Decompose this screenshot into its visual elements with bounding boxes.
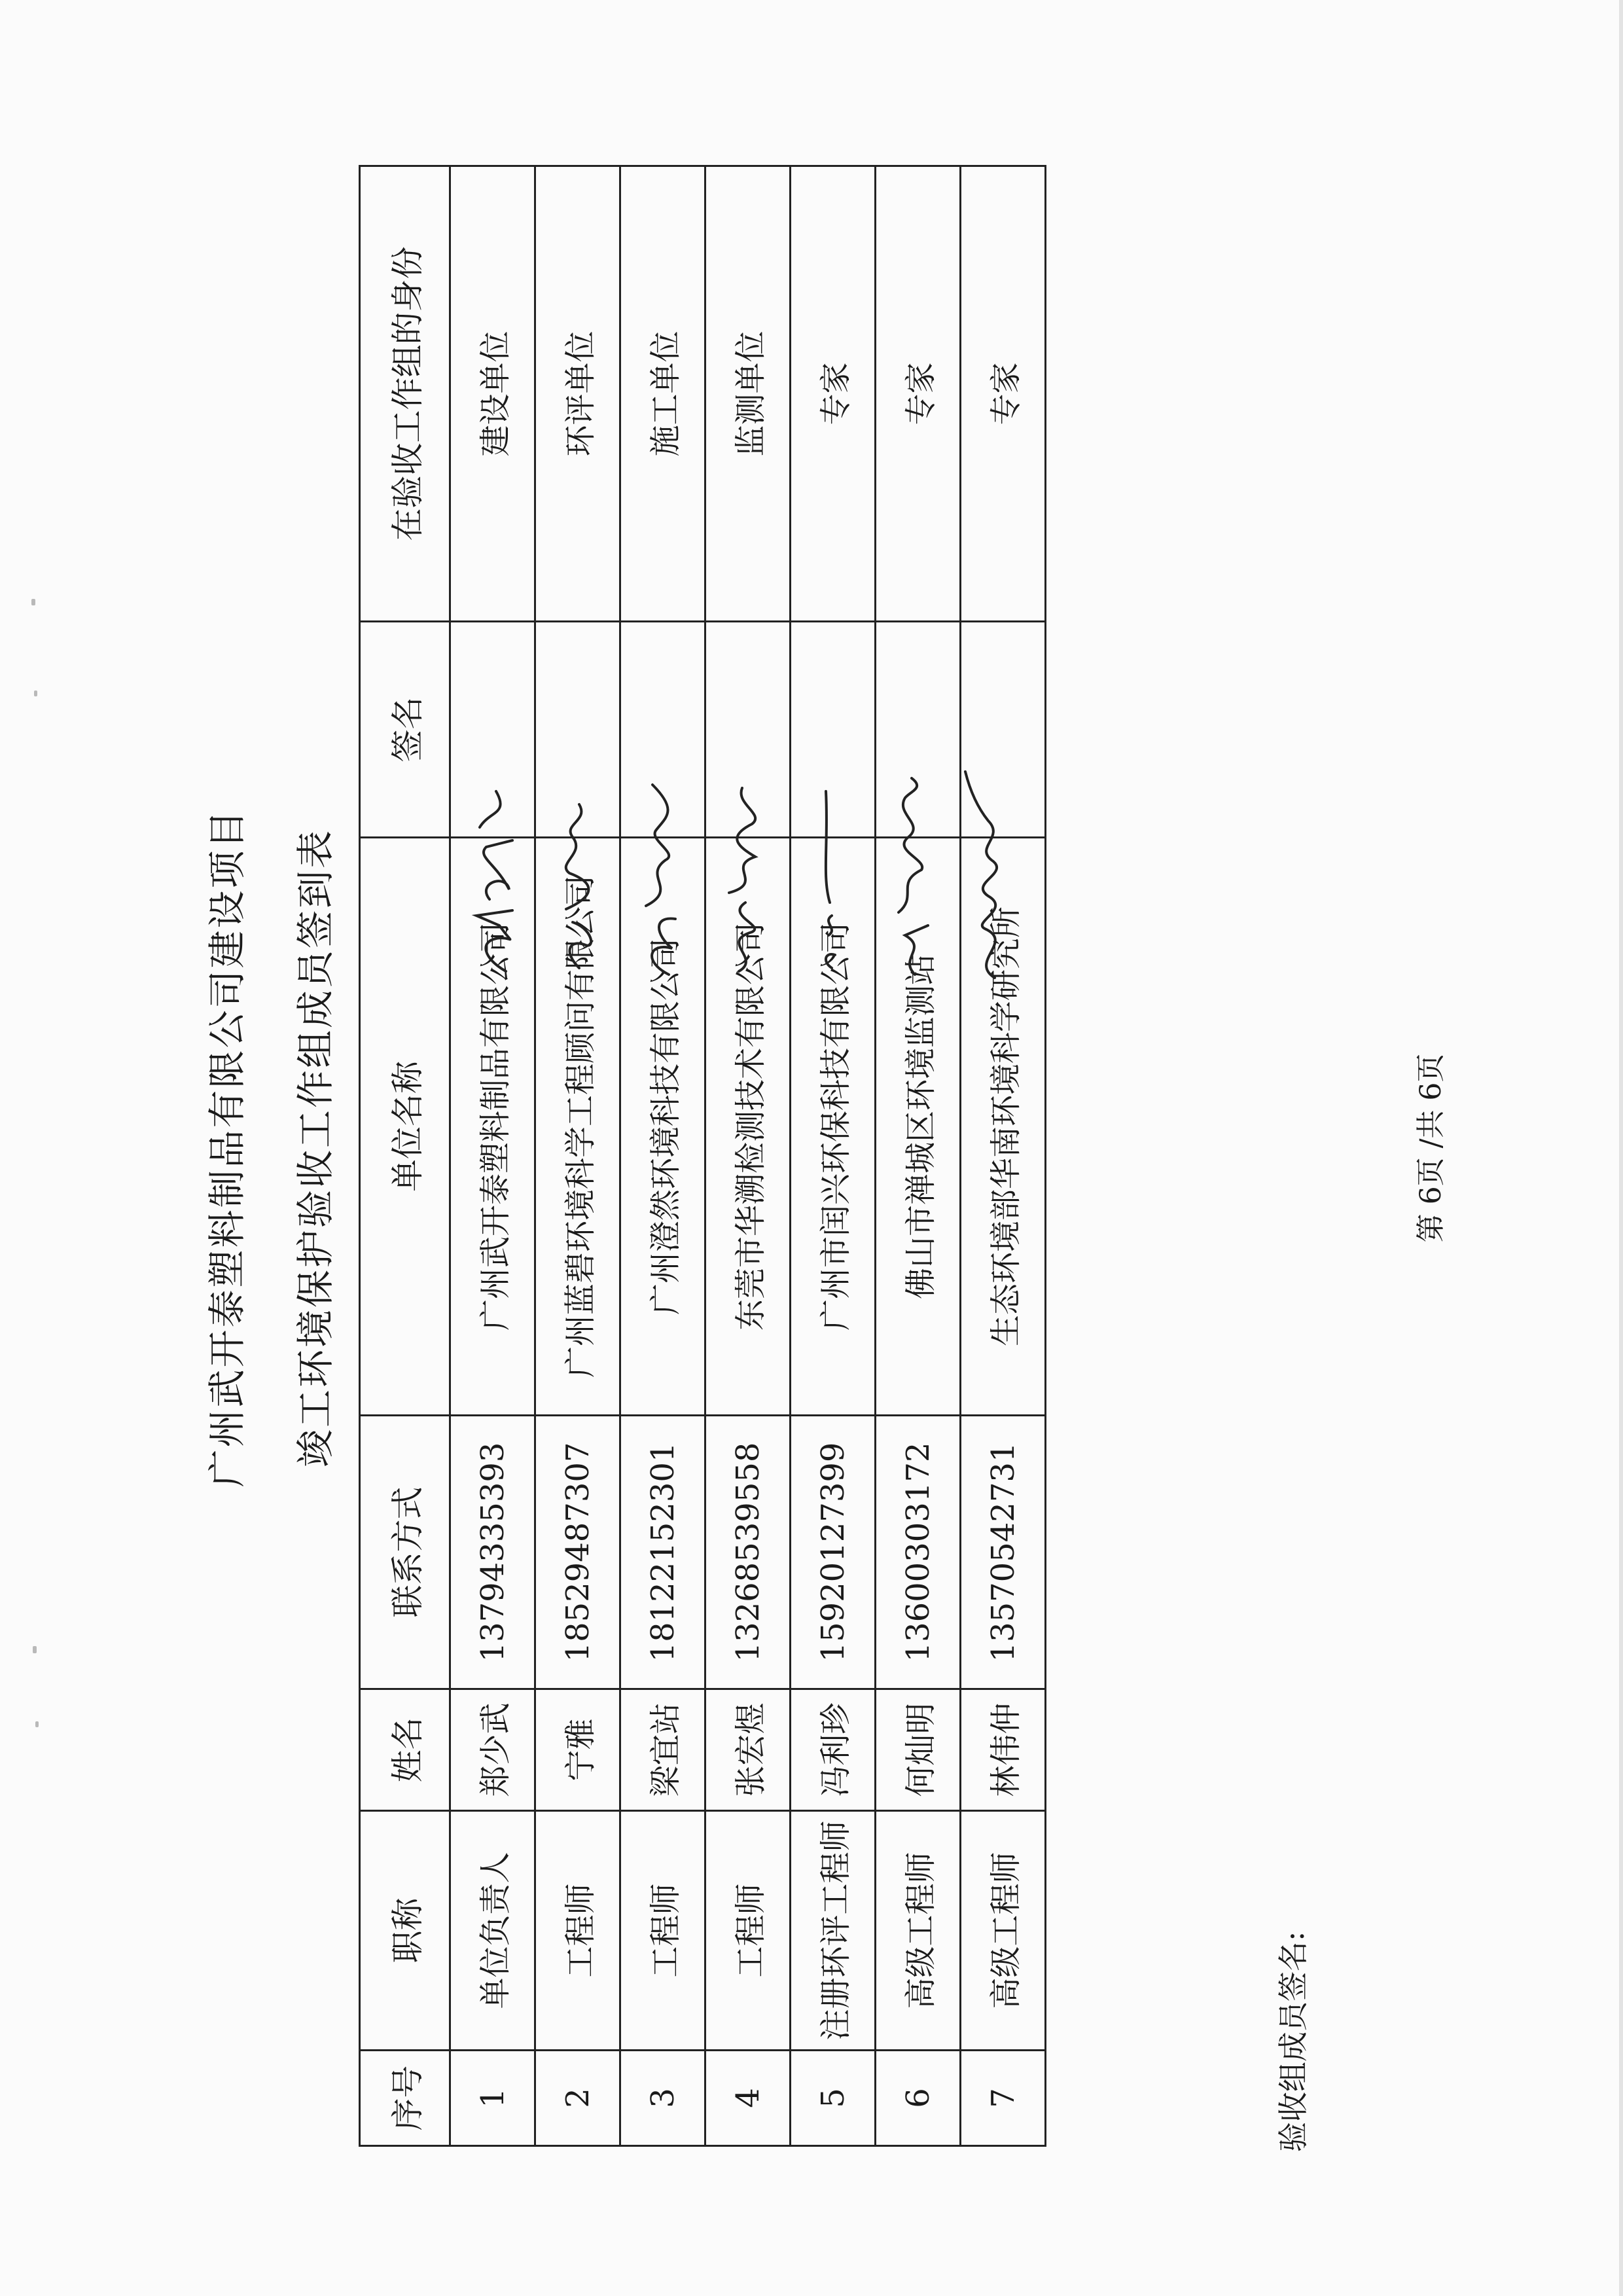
scan-speck — [31, 599, 35, 605]
cell-name: 张宏煜 — [705, 1689, 791, 1811]
cell-org: 广州澄然环境科技有限公司 — [620, 838, 705, 1416]
header-no: 序号 — [360, 2051, 450, 2146]
scan-speck — [33, 1646, 37, 1653]
table-row — [791, 166, 876, 2146]
cell-signature — [535, 622, 620, 838]
table-header-row — [360, 166, 450, 2146]
cell-no: 7 — [961, 2051, 1046, 2146]
cell-signature — [961, 622, 1046, 838]
table-row — [535, 166, 620, 2146]
cell-name: 林伟仲 — [961, 1689, 1046, 1811]
header-name: 姓名 — [360, 1689, 450, 1811]
header-title: 职称 — [360, 1811, 450, 2051]
cell-no: 6 — [876, 2051, 961, 2146]
cell-title: 单位负责人 — [450, 1811, 535, 2051]
cell-signature — [620, 622, 705, 838]
table-row — [876, 166, 961, 2146]
cell-name: 冯利珍 — [791, 1689, 876, 1811]
cell-phone: 13600303172 — [876, 1416, 961, 1689]
cell-role: 环评单位 — [535, 166, 620, 622]
cell-phone: 13794335393 — [450, 1416, 535, 1689]
cell-phone: 13268539558 — [705, 1416, 791, 1689]
cell-no: 1 — [450, 2051, 535, 2146]
cell-role: 专家 — [876, 166, 961, 622]
members-signature-label: 验收组成员签名: — [1275, 1931, 1311, 2152]
scan-speck — [35, 1721, 39, 1727]
cell-title: 工程师 — [620, 1811, 705, 2051]
cell-signature — [450, 622, 535, 838]
cell-org: 生态环境部华南环境科学研究所 — [961, 838, 1046, 1416]
header-org: 单位名称 — [360, 838, 450, 1416]
table-row — [961, 166, 1046, 2146]
cell-title: 工程师 — [535, 1811, 620, 2051]
table-row — [705, 166, 791, 2146]
cell-org: 广州市闰兴环保科技有限公司 — [791, 838, 876, 1416]
cell-title: 高级工程师 — [876, 1811, 961, 2051]
cell-no: 4 — [705, 2051, 791, 2146]
cell-org: 广州武开泰塑料制品有限公司 — [450, 838, 535, 1416]
page-number: 第 6页 /共 6页 — [1414, 1053, 1448, 1243]
cell-phone: 13570542731 — [961, 1416, 1046, 1689]
document-title: 广州武开泰塑料制品有限公司建设项目 — [205, 808, 249, 1488]
cell-title: 工程师 — [705, 1811, 791, 2051]
table-row — [450, 166, 535, 2146]
cell-role: 专家 — [791, 166, 876, 622]
cell-name: 郑少武 — [450, 1689, 535, 1811]
cell-role: 建设单位 — [450, 166, 535, 622]
cell-phone: 18529487307 — [535, 1416, 620, 1689]
cell-no: 3 — [620, 2051, 705, 2146]
document-subtitle: 竣工环境保护验收工作组成员签到表 — [293, 829, 338, 1468]
header-signature: 签名 — [360, 622, 450, 838]
cell-title: 注册环评工程师 — [791, 1811, 876, 2051]
cell-phone: 18122152301 — [620, 1416, 705, 1689]
cell-no: 5 — [791, 2051, 876, 2146]
cell-no: 2 — [535, 2051, 620, 2146]
cell-role: 施工单位 — [620, 166, 705, 622]
cell-org: 广州蓝碧环境科学工程顾问有限公司 — [535, 838, 620, 1416]
header-role: 在验收工作组的身份 — [360, 166, 450, 622]
header-phone: 联系方式 — [360, 1416, 450, 1689]
cell-org: 东莞市华溯检测技术有限公司 — [705, 838, 791, 1416]
cell-signature — [876, 622, 961, 838]
scan-speck — [34, 691, 37, 696]
cell-phone: 15920127399 — [791, 1416, 876, 1689]
table-row — [620, 166, 705, 2146]
cell-signature — [705, 622, 791, 838]
scan-edge — [1619, 0, 1623, 2296]
cell-name: 宁雅 — [535, 1689, 620, 1811]
cell-org: 佛山市禅城区环境监测站 — [876, 838, 961, 1416]
attendance-table — [359, 165, 1046, 2147]
cell-name: 梁宜站 — [620, 1689, 705, 1811]
cell-title: 高级工程师 — [961, 1811, 1046, 2051]
cell-name: 何灿明 — [876, 1689, 961, 1811]
cell-role: 监测单位 — [705, 166, 791, 622]
cell-signature — [791, 622, 876, 838]
cell-role: 专家 — [961, 166, 1046, 622]
